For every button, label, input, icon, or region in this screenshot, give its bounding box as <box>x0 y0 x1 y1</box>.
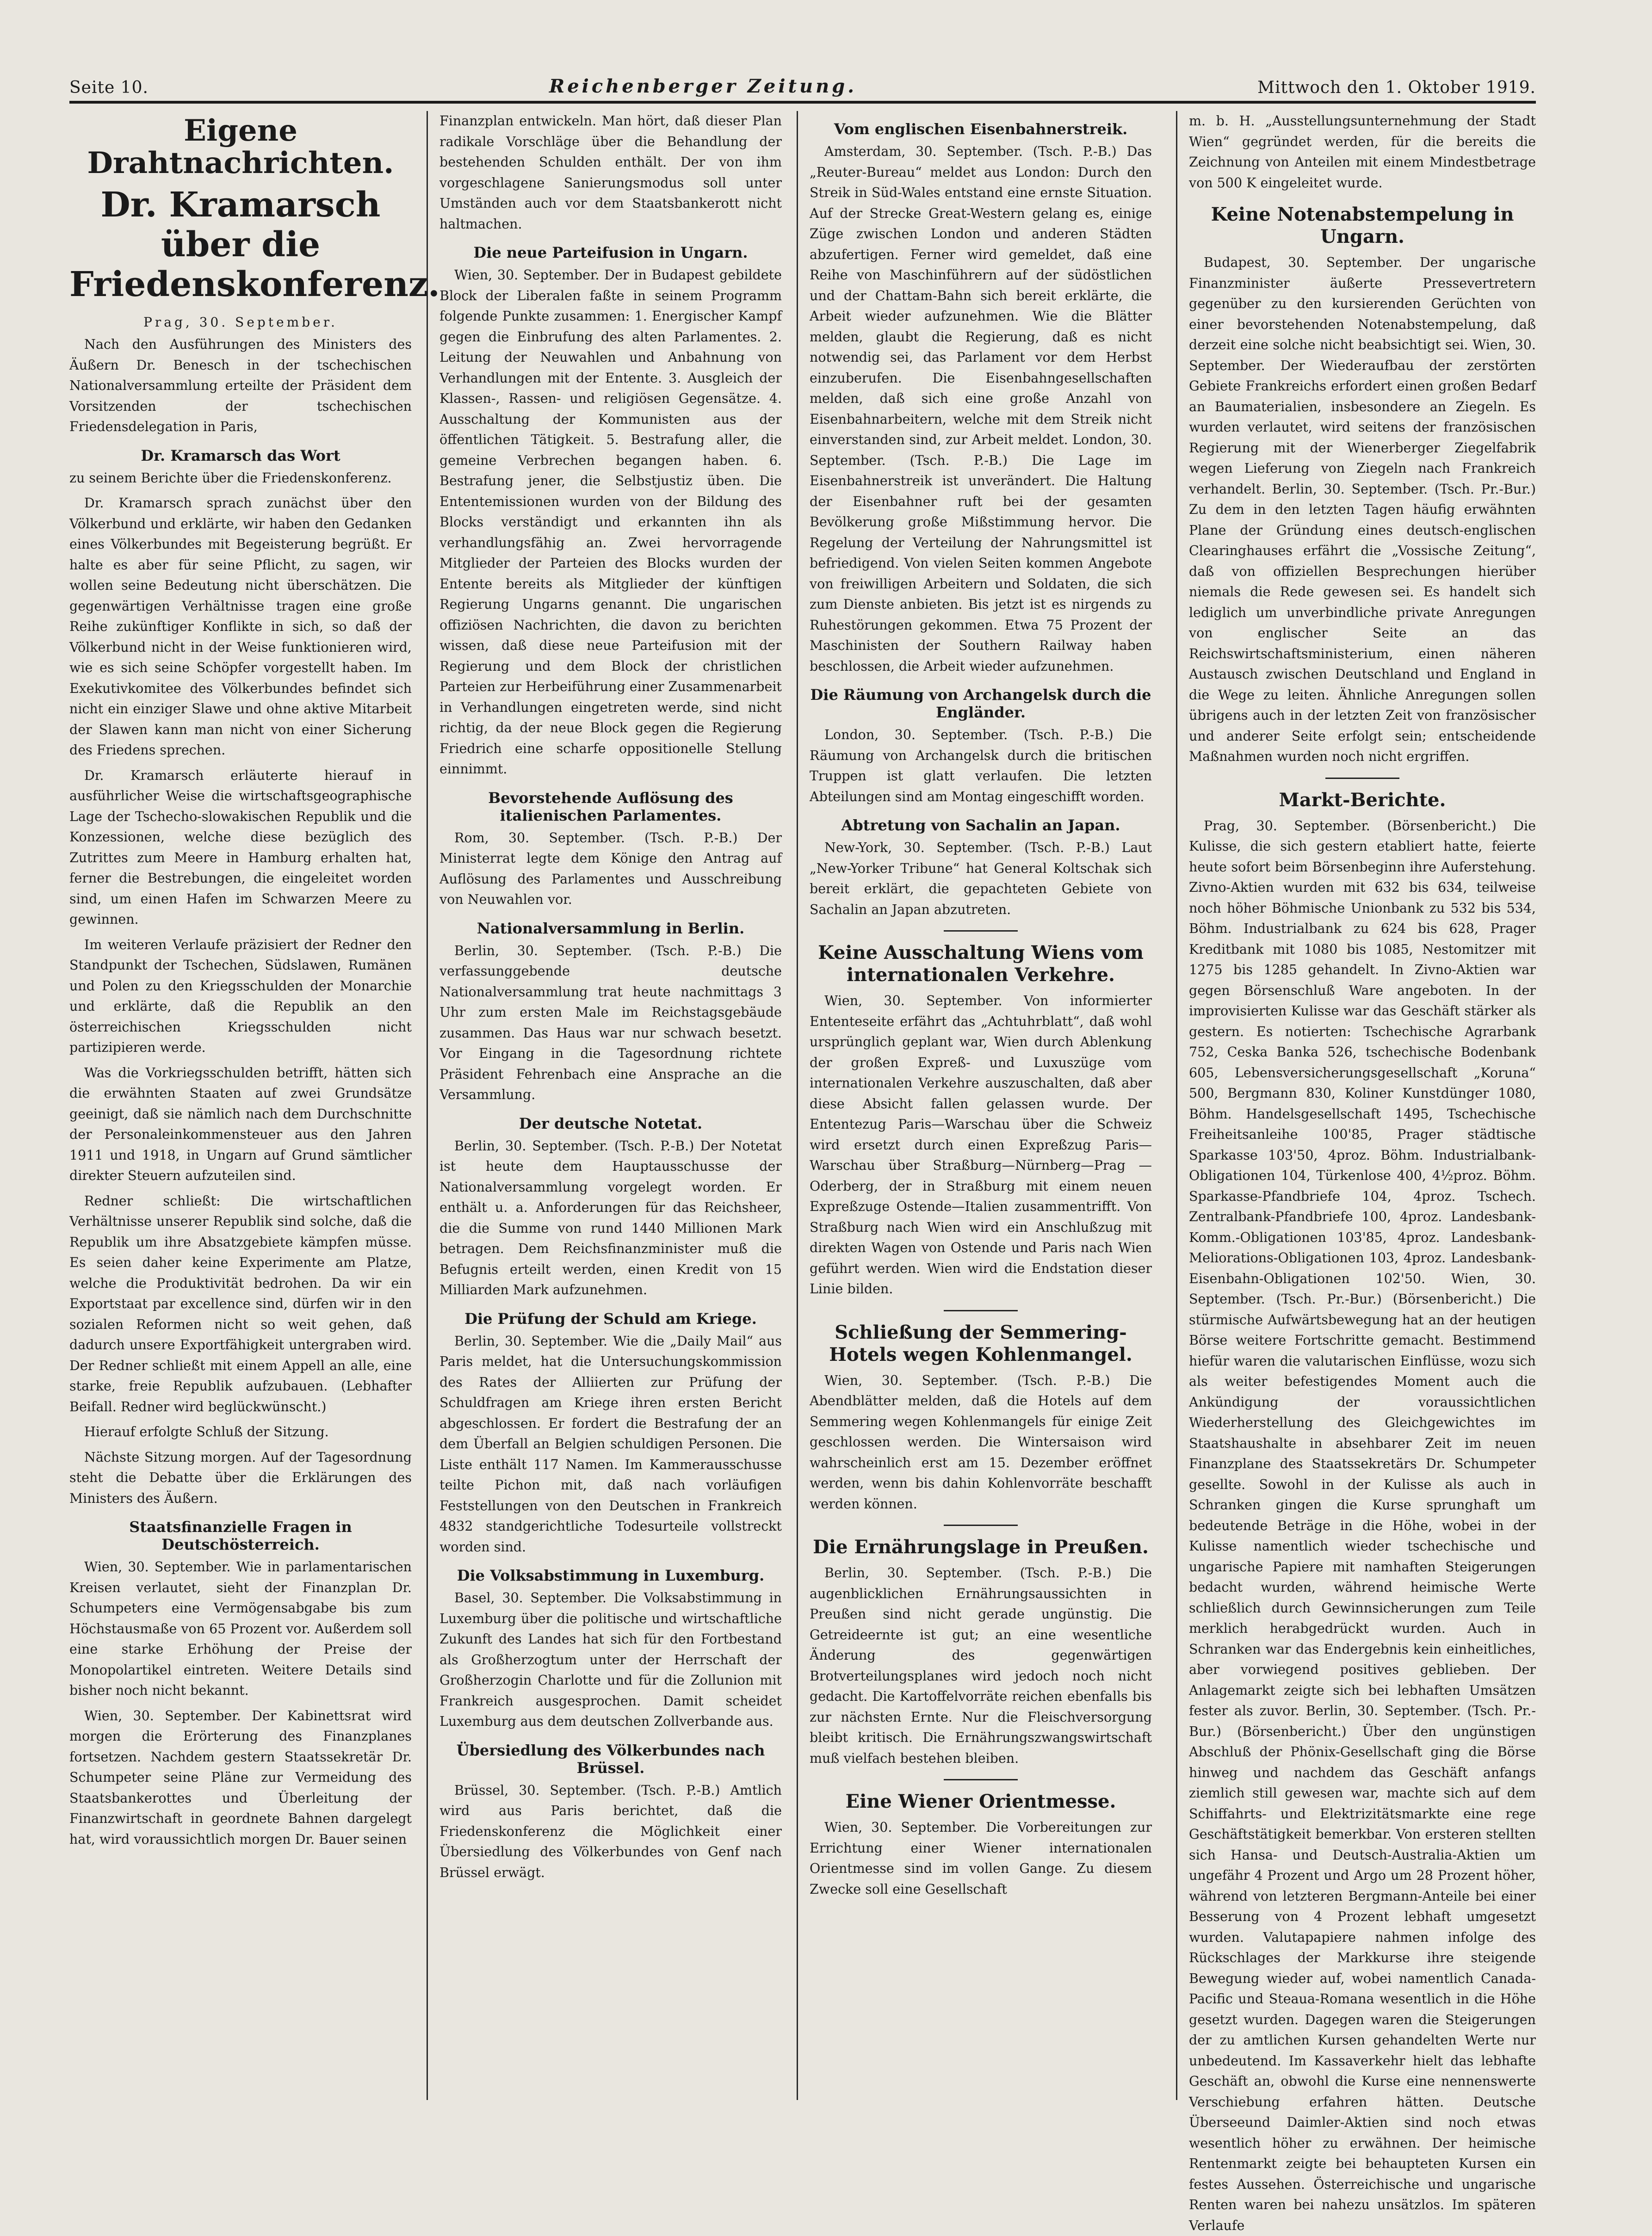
paragraph: Hierauf erfolgte Schluß der Sitzung. <box>69 1422 412 1443</box>
article-heading: Der deutsche Notetat. <box>439 1115 782 1132</box>
column-4 <box>1189 111 1536 2100</box>
article-heading: Übersiedlung des Völkerbundes nach Brüssel. <box>439 1742 782 1777</box>
article-heading: Die Prüfung der Schuld am Kriege. <box>439 1310 782 1328</box>
article-text: Basel, 30. September. Die Volksabstimmung in Luxemburg über die politische und wirtschaftliche Zukunft des Landes hat sich für den Fortbestand als Großherzogtum unter der Herrschaft der Großherzogin Charlotte und für die Zollunion mit Frankreich ausgesprochen. Damit scheidet Luxemburg aus dem deutschen Zollverbande aus. <box>439 1588 782 1732</box>
article-text: Berlin, 30. September. (Tsch. P.-B.) Der Notetat ist heute dem Hauptausschusse der Nationalversammlung vorgelegt worden. Er enthält u. a. Anforderungen für das Reichsheer, die die Summe von rund 1440 Millionen Mark betragen. Dem Reichsfinanzminister muß die Befugnis erteilt werden, einen Kredit von 15 Milliarden Mark aufzunehmen. <box>439 1136 782 1301</box>
newspaper-title: Reichenberger Zeitung. <box>549 75 857 97</box>
paragraph: Finanzplan entwickeln. Man hört, daß dieser Plan radikale Vorschläge über die Behandlung der bestehenden Schulden enthält. Der von ihm vorgeschlagene Sanierungsmodus soll unter Umständen auch vor dem Staatsbankerott nicht haltmachen. <box>439 111 782 235</box>
separator-rule <box>944 1779 1018 1780</box>
article-text: Berlin, 30. September. Wie die „Daily Mail“ aus Paris meldet, hat die Untersuchungskommission des Rates der Alliierten zur Prüfung der Schuldfragen am Kriege ihren ersten Bericht abgeschlossen. Er fordert die Bestrafung der an dem Überfall an Belgien schuldigen Personen. Die Liste enthält 117 Namen. Im Kammerausschusse teilte Pichon mit, daß nach vorläufigen Feststellungen von den Deutschen in Frankreich 4832 standgerichtliche Todesurteile vollstreckt worden sind. <box>439 1331 782 1558</box>
paragraph: m. b. H. „Ausstellungsunternehmung der Stadt Wien“ gegründet werden, für die bereits die Zeichnung von Anteilen mit einem Mindestbetrage von 500 K eingeleitet wurde. <box>1189 111 1536 193</box>
header-rule <box>69 101 1536 104</box>
paragraph: Wien, 30. September. Der Kabinettsrat wird morgen die Erörterung des Finanzplanes fortsetzen. Nachdem gestern Staatssekretär Dr. Schumpeter seine Pläne zur Vermeidung des Staatsbankerottes und Überleitung der Finanzwirtschaft in geordnete Bahnen dargelegt hat, wird voraussichtlich morgen Dr. Bauer seinen <box>69 1706 412 1850</box>
article-text: Berlin, 30. September. (Tsch. P.-B.) Die verfassunggebende deutsche Nationalversammlung trat heute nachmittags 3 Uhr zum ersten Male im Reichstagsgebäude zusammen. Das Haus war nur schwach besetzt. Vor Eingang in die Tagesordnung richtete Präsident Fehrenbach eine Ansprache an die Versammlung. <box>439 941 782 1106</box>
article-heading: Die Volksabstimmung in Luxemburg. <box>439 1567 782 1584</box>
article-text: Amsterdam, 30. September. (Tsch. P.-B.) Das „Reuter-Bureau“ meldet aus London: Durch den Streik in Süd-Wales entstand eine ernste Situation. Auf der Strecke Great-Western gelang es, einige Züge zwischen London und anderen Städten abzufertigen. Ferner wird gemeldet, daß eine Reihe von Maschinführern auf der südöstlichen und der Chattam-Bahn sich bereit erklärte, die Arbeit wieder aufzunehmen. Wie die Blätter melden, glaubt die Regierung, daß es nicht notwendig sei, das Parlament vor dem Herbst einzuberufen. Die Eisenbahngesellschaften melden, daß sich eine große Anzahl von Eisenbahnarbeitern, welche mit dem Streik nicht einverstanden sind, zur Arbeit meldet. London, 30. September. (Tsch. P.-B.) Die Lage im Eisenbahnerstreik ist unverändert. Die Haltung der Eisenbahner ruft bei der gesamten Bevölkerung große Mißstimmung hervor. Die Regelung der Verteilung der Nahrungsmittel ist befriedigend. Von vielen Seiten kommen Angebote von freiwilligen Arbeitern und Soldaten, die sich zum Dienste anbieten. Bis jetzt ist es nirgends zu Ruhestörungen gekommen. Etwa 75 Prozent der Maschinisten der Southern Railway haben beschlossen, die Arbeit wieder aufzunehmen. <box>810 142 1152 677</box>
article-text: Rom, 30. September. (Tsch. P.-B.) Der Ministerrat legte dem Könige den Antrag auf Auflösung des Parlamentes und Ausschreibung von Neuwahlen vor. <box>439 828 782 910</box>
paragraph: Was die Vorkriegsschulden betrifft, hätten sich die erwähnten Staaten auf zwei Grundsätze geeinigt, daß sie nämlich nach dem Durchschnitte der Personaleinkommensteuer aus den Jahren 1911 und 1918, in Ungarn auf Grund sämtlicher direkter Steuern aufzuteilen sind. <box>69 1063 412 1186</box>
article-heading: Bevorstehende Auflösung des italienischen Parlamentes. <box>439 789 782 824</box>
separator-rule <box>944 930 1018 932</box>
separator-rule <box>944 1525 1018 1526</box>
article-text: Wien, 30. September. Die Vorbereitungen zur Errichtung einer Wiener internationalen Orientmesse sind im vollen Gange. Zu diesem Zwecke soll eine Gesellschaft <box>810 1817 1152 1900</box>
columns <box>69 111 1536 2100</box>
article-text: Brüssel, 30. September. (Tsch. P.-B.) Amtlich wird aus Paris berichtet, daß die Friedenskonferenz die Möglichkeit einer Übersiedlung des Völkerbundes von Genf nach Brüssel erwägt. <box>439 1780 782 1884</box>
issue-date: Mittwoch den 1. Oktober 1919. <box>1257 78 1536 97</box>
article-heading: Die Räumung von Archangelsk durch die Engländer. <box>810 686 1152 721</box>
paragraph: Dr. Kramarsch sprach zunächst über den Völkerbund und erklärte, wir haben den Gedanken eines Völkerbundes mit Begeisterung begrüßt. Er halte es aber für seine Pflicht, zu sagen, wir wollen seine Bedeutung nicht überschätzen. Die gegenwärtigen Verhältnisse tragen eine große Reihe zukünftiger Konflikte in sich, so daß der Völkerbund nicht in der Weise funktionieren wird, wie es sich seine Schöpfer vorgestellt haben. Im Exekutivkomitee des Völkerbundes befindet sich nicht ein einziger Slawe und ohne aktive Mitarbeit der Slawen kann man nicht von einer Sicherung des Friedens sprechen. <box>69 493 412 761</box>
article-text: New-York, 30. September. (Tsch. P.-B.) Laut „New-Yorker Tribune“ hat General Koltschak sich bereit erklärt, die gepachteten Gebiete von Sachalin an Japan abzutreten. <box>810 838 1152 920</box>
dateline: Prag, 30. September. <box>69 315 412 330</box>
article-heading: Eine Wiener Orientmesse. <box>810 1791 1152 1813</box>
article-heading: Abtretung von Sachalin an Japan. <box>810 816 1152 834</box>
separator-rule <box>944 1310 1018 1311</box>
article-heading: Staatsfinanzielle Fragen in Deutschösterreich. <box>69 1518 412 1553</box>
paragraph: Nächste Sitzung morgen. Auf der Tagesordnung steht die Debatte über die Erklärungen des Ministers des Äußern. <box>69 1447 412 1509</box>
column-3 <box>810 111 1152 2100</box>
article-heading: Schließung der Semmering-Hotels wegen Kohlenmangel. <box>810 1322 1152 1366</box>
inline-heading: Dr. Kramarsch das Wort <box>69 447 412 464</box>
page-number: Seite 10. <box>69 78 148 97</box>
lead-article-title: Dr. Kramarsch über die Friedenskonferenz. <box>69 185 412 304</box>
article-text: Berlin, 30. September. (Tsch. P.-B.) Die augenblicklichen Ernährungsaussichten in Preußen sind nicht gerade ungünstig. Die Getreideernte ist gut; an eine wesentliche Änderung des gegenwärtigen Brotverteilungsplanes wird jedoch noch nicht gedacht. Die Kartoffelvorräte reichen ebenfalls bis zur nächsten Ernte. Nur die Fleischversorgung bleibt kritisch. Die Ernährungszwangswirtschaft muß vielfach bestehen bleiben. <box>810 1563 1152 1769</box>
article-text: Wien, 30. September. Der in Budapest gebildete Block der Liberalen faßte in seinem Programm folgende Punkte zusammen: 1. Energischer Kampf gegen die Einbrufung des alten Parlamentes. 2. Leitung der Neuwahlen und Anbahnung von Verhandlungen mit der Entente. 3. Ausgleich der Klassen-, Rassen- und religiösen Gegensätze. 4. Ausschaltung der Kommunisten aus der öffentlichen Tätigkeit. 5. Bestrafung aller, die gemeine Verbrechen begangen haben. 6. Bestrafung jener, die Selbstjustiz üben. Die Ententemissionen wurden von der Bildung des Blocks verständigt und erkannten ihn als verhandlungsfähig an. Zwei hervorragende Mitglieder der Parteien des Blocks wurden der Entente bereits als Mitglieder der künftigen Regierung Ungarns genannt. Die ungarischen offiziösen Nachrichten, die davon zu berichten wissen, daß diese neue Parteifusion mit der Regierung und dem Block der christlichen Parteien zur Herbeiführung einer Zusammenarbeit in Verhandlungen eingetreten werde, sind nicht richtig, da der neue Block gegen die Regierung Friedrich eine scharfe oppositionelle Stellung einnimmt. <box>439 265 782 780</box>
article-heading: Die Ernährungslage in Preußen. <box>810 1536 1152 1558</box>
section-title: Eigene Drahtnachrichten. <box>69 115 412 179</box>
article-heading: Markt-Berichte. <box>1189 789 1536 811</box>
article-heading: Vom englischen Eisenbahnerstreik. <box>810 120 1152 138</box>
article-text: Prag, 30. September. (Börsenbericht.) Die Kulisse, die sich gestern etabliert hatte, feierte heute sofort beim Börsenbeginn ihre Auferstehung. Zivno-Aktien wurden mit 632 bis 634, teilweise noch höher Böhmische Unionbank zu 532 bis 534, Böhm. Industrialbank zu 624 bis 628, Prager Kreditbank mit 1080 bis 1085, Nestomitzer mit 1275 bis 1285 gehandelt. In Zivno-Aktien war gegen Börsenschluß Ware angeboten. In der improvisierten Kulisse war das Geschäft stärker als gestern. Es notierten: Tschechische Agrarbank 752, Ceska Banka 526, tschechische Bodenbank 605, Lebensversicherungsgesellschaft „Koruna“ 500, Bergmann 830, Koliner Kunstdünger 1080, Böhm. Handelsgesellschaft 1495, Tschechische Freiheitsanleihe 100'85, Prager städtische Sparkasse 103'50, 4proz. Böhm. Industrialbank-Obligationen 104, Türkenlose 400, 4½proz. Böhm. Sparkasse-Pfandbriefe 104, 4proz. Tschech. Zentralbank-Pfandbriefe 100, 4proz. Landesbank-Komm.-Obligationen 103'85, 4proz. Landesbank-Meliorations-Obligationen 103, 4proz. Landesbank-Eisenbahn-Obligationen 102'50. Wien, 30. September. (Tsch. Pr.-Bur.) (Börsenbericht.) Die stürmische Aufwärtsbewegung hat an der heutigen Börse weitere Fortschritte gemacht. Bestimmend hiefür waren die valutarischen Einflüsse, wozu sich als weiter befestigendes Moment auch die Ankündigung der voraussichtlichen Wiederherstellung des Gleichgewichtes im Staatshaushalte in absehbarer Zeit im neuen Finanzplane des Staatssekretärs Dr. Schumpeter gesellte. Sowohl in der Kulisse als auch in Schranken gingen die Kurse sprunghaft um bedeutende Beträge in die Höhe, wobei in der Kulisse namentlich wieder tschechische und ungarische Papiere mit namhaften Steigerungen bedacht wurden, während heimische Werte schließlich durch Gewinnsicherungen zum Teile merklich herabgedrückt wurden. Auch in Schranken war das Endergebnis kein einheitliches, aber vorwiegend positives geblieben. Der Anlagemarkt zeigte sich bei lebhaften Umsätzen fester als zuvor. Berlin, 30. September. (Tsch. Pr.-Bur.) (Börsenbericht.) Über den ungünstigen Abschluß der Phönix-Gesellschaft ging die Börse hinweg und nachdem das Geschäft anfangs ziemlich still gewesen war, machte sich auf dem Schiffahrts- und Elektrizitätsmarkte eine rege Geschäftstätigkeit bemerkbar. Von ersteren stellten sich Hansa- und Deutsch-Australia-Aktien um ungefähr 4 Prozent und Argo um 28 Prozent höher, während von letzteren Bergmann-Anteile bei einer Besserung von 4 Prozent lebhaft umgesetzt wurden. Valutapapiere nahmen infolge des Rückschlages der Markkurse ihre steigende Bewegung wieder auf, wobei namentlich Canada-Pacific und Steaua-Romana wesentlich in die Höhe gesetzt wurden. Dagegen waren die Steigerungen der zu amtlichen Kursen gehandelten Werte nur unbedeutend. Im Kassaverkehr hielt das lebhafte Geschäft an, obwohl die Kurse eine nennenswerte Verschiebung erfahren hätten. Deutsche Überseeund Daimler-Aktien sind noch etwas wesentlich höher zu erwähnen. Der heimische Rentenmarkt zeigte bei behaupteten Kursen ein festes Aussehen. Österreichische und ungarische Renten waren bei nahezu unsätzlos. Im späteren Verlaufe <box>1189 816 1536 2236</box>
article-text: Wien, 30. September. (Tsch. P.-B.) Die Abendblätter melden, daß die Hotels auf dem Semmering wegen Kohlenmangels für einige Zeit geschlossen werden. Die Wintersaison wird wahrscheinlich erst am 15. Dezember eröffnet werden, wenn bis dahin Kohlenvorräte beschafft werden können. <box>810 1371 1152 1515</box>
article-heading: Keine Ausschaltung Wiens vom internationalen Verkehre. <box>810 942 1152 986</box>
article-text: London, 30. September. (Tsch. P.-B.) Die Räumung von Archangelsk durch die britischen Truppen ist glatt verlaufen. Die letzten Abteilungen sind am Montag eingeschifft worden. <box>810 725 1152 807</box>
article-text: Wien, 30. September. Von informierter Ententeseite erfährt das „Achtuhrblatt“, daß wohl ursprünglich geplant war, Wien durch Ablenkung der großen Expreß- und Luxuszüge vom internationalen Verkehre auszuschalten, daß aber diese Absicht fallen gelassen wurde. Der Ententezug Paris—Warschau über die Schweiz wird ersetzt durch einen Expreßzug Paris—Warschau über Straßburg—Nürnberg—Prag — Oderberg, der in Straßburg mit einem neuen Expreßzuge Ostende—Italien zusammentrifft. Von Straßburg nach Wien wird ein Anschlußzug mit direkten Wagen von Ostende und Paris nach Wien geführt werden. Wien wird die Endstation dieser Linie bilden. <box>810 991 1152 1300</box>
page-header <box>69 65 1536 97</box>
paragraph: Dr. Kramarsch erläuterte hierauf in ausführlicher Weise die wirtschaftsgeographische Lage der Tschecho-slowakischen Republik und die Konzessionen, welche diese bezüglich des Zutrittes zum Meere in Hamburg erhalten hat, ferner die Bestrebungen, die eingeleitet worden sind, um einen Hafen im Schwarzen Meere zu gewinnen. <box>69 766 412 930</box>
paragraph: Wien, 30. September. Wie in parlamentarischen Kreisen verlautet, sieht der Finanzplan Dr. Schumpeters eine Vermögensabgabe bis zum Höchstausmaße von 65 Prozent vor. Außerdem soll eine starke Erhöhung der Preise der Monopolartikel eintreten. Weitere Details sind bisher noch nicht bekannt. <box>69 1557 412 1701</box>
faint-ink-bleed <box>1249 42 1536 58</box>
separator-rule <box>1325 778 1399 779</box>
article-heading: Nationalversammlung in Berlin. <box>439 920 782 937</box>
article-text: Budapest, 30. September. Der ungarische Finanzminister äußerte Pressevertretern gegenüber zu den kursierenden Gerüchten von einer bevorstehenden Notenabstempelung, daß derzeit eine solche nicht beabsichtigt sei. Wien, 30. September. Der Wiederaufbau der zerstörten Gebiete Frankreichs erfordert einen großen Bedarf an Baumaterialien, insbesondere an Ziegeln. Es wurden verlautet, wird seitens der französischen Regierung mit der Wienerberger Ziegelfabrik wegen Lieferung von Ziegeln nach Frankreich verhandelt. Berlin, 30. September. (Tsch. Pr.-Bur.) Zu dem in den letzten Tagen häufig erwähnten Plane der Gründung eines deutsch-englischen Clearinghauses erfährt die „Vossische Zeitung“, daß von offiziellen Besprechungen hierüber niemals die Rede gewesen sei. Es handelt sich lediglich um unverbindliche private Anregungen von englischer Seite an das Reichswirtschaftsministerium, einen näheren Austausch zwischen Deutschland und England in die Wege zu leiten. Ähnliche Anregungen sollen übrigens auch in der letzten Zeit von französischer und anderer Seite erfolgt sein; entscheidende Maßnahmen wurden noch nicht ergriffen. <box>1189 253 1536 767</box>
column-1 <box>69 111 412 2100</box>
paragraph: zu seinem Berichte über die Friedenskonferenz. <box>69 468 412 489</box>
article-heading: Die neue Parteifusion in Ungarn. <box>439 244 782 261</box>
article-heading: Keine Notenabstempelung in Ungarn. <box>1189 204 1536 248</box>
paragraph: Redner schließt: Die wirtschaftlichen Verhältnisse unserer Republik sind solche, daß die Republik um ihre Absatzgebiete kämpfen müsse. Es seien daher keine Experimente am Platze, welche die Produktivität bedrohen. Da wir ein Exportstaat par excellence sind, dürfen wir in den sozialen Reformen nicht so weit gehen, daß dadurch unsere Exportfähigkeit untergraben wird. Der Redner schließt mit einem Appell an alle, eine starke, freie Republik aufzubauen. (Lebhafter Beifall. Redner wird beglückwünscht.) <box>69 1191 412 1418</box>
paragraph: Im weiteren Verlaufe präzisiert der Redner den Standpunkt der Tschechen, Südslawen, Rumänen und Polen zu den Kriegsschulden der Monarchie und erklärte, daß die Republik an den österreichischen Kriegsschulden nicht partizipieren werde. <box>69 935 412 1058</box>
column-2 <box>439 111 782 2100</box>
paragraph: Nach den Ausführungen des Ministers des Äußern Dr. Benesch in der tschechischen Nationalversammlung erteilte der Präsident dem Vorsitzenden der tschechischen Friedensdelegation in Paris, <box>69 334 412 438</box>
